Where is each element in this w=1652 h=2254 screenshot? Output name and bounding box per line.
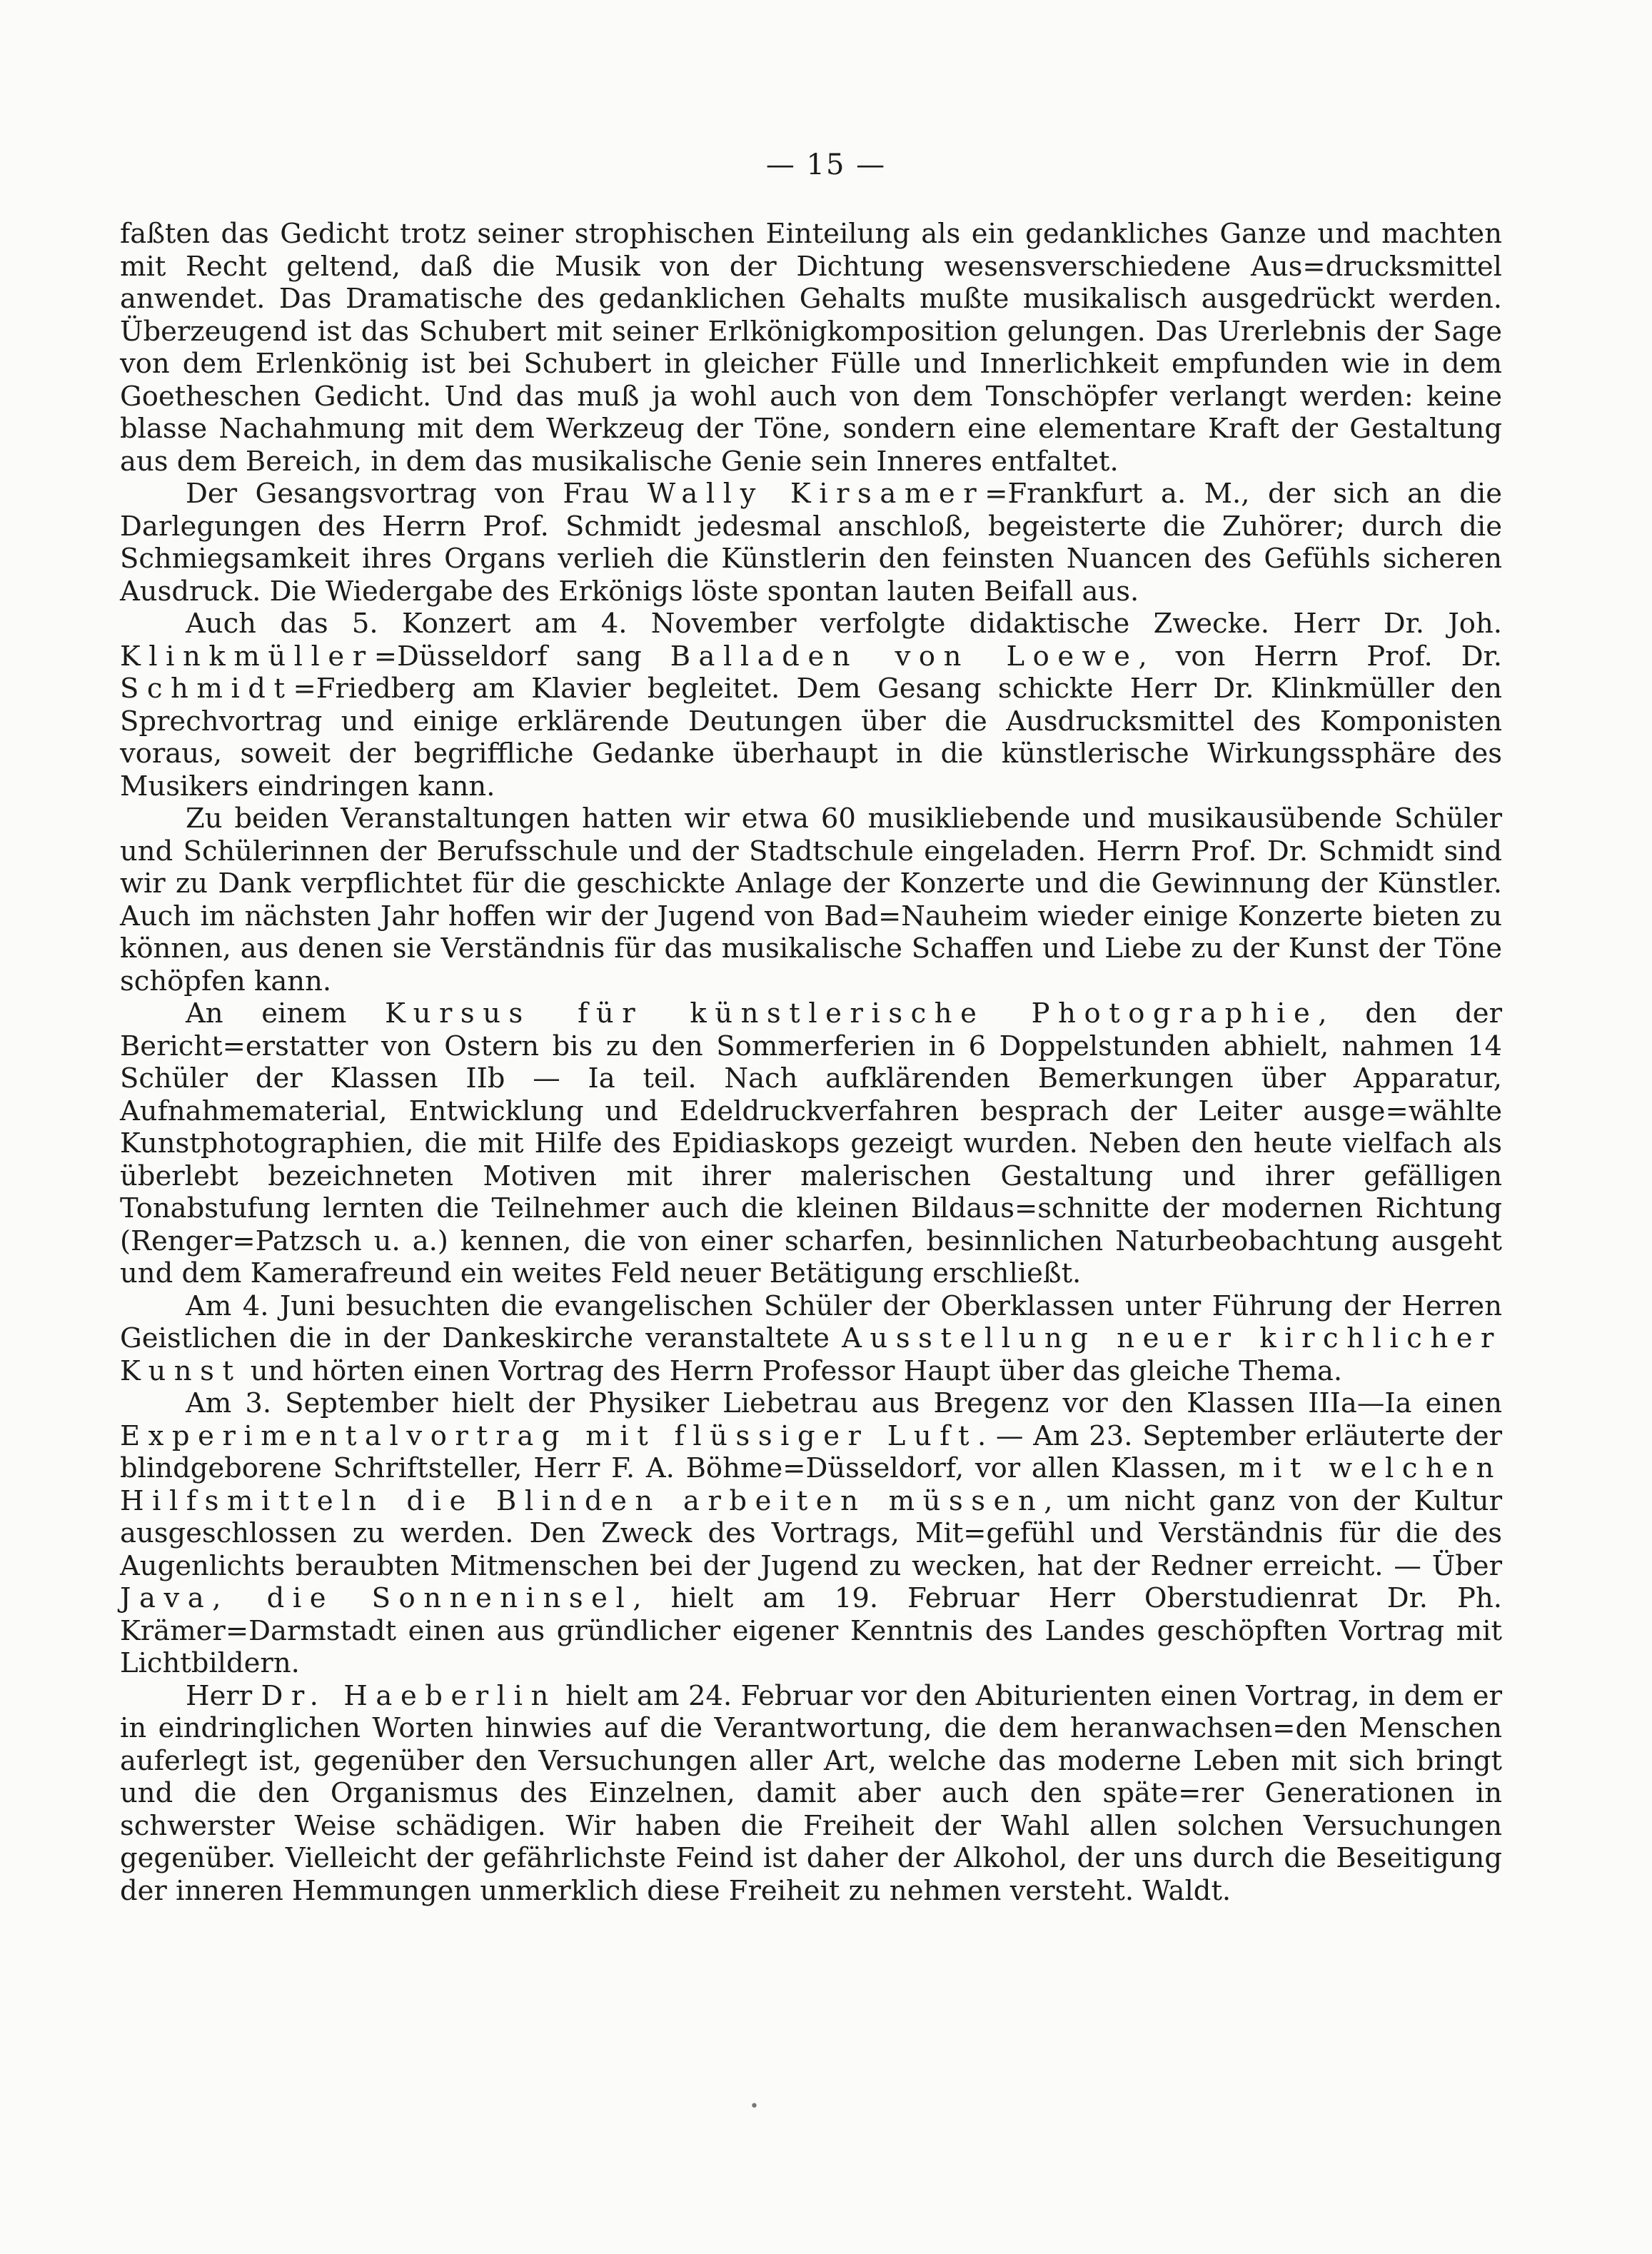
page-number: — 15 — [765,149,887,181]
spaced-emphasis: Wally Kirsamer [647,478,985,510]
spaced-emphasis: Kursus für künstlerische Photographie [385,997,1319,1030]
paragraph [120,997,1502,1290]
paragraph-text: , hielt am 19. Februar Herr Oberstudienrat Dr. Ph. Krämer=Darmstadt einen aus gründlicher eigener Kenntnis des Landes geschöpften Vortrag mit Lichtbildern. [120,1582,1502,1679]
paragraph [120,218,1502,478]
spaced-emphasis: Ausstellung neuer kirchlicher Kunst [120,1322,1502,1387]
paragraph-text: Der Gesangsvortrag von Frau [186,478,648,510]
spaced-emphasis: mit welchen Hilfsmitteln die Blinden arbeiten müssen [120,1452,1502,1517]
paragraph-text: , den der Bericht=erstatter von Ostern bis zu den Sommerferien in 6 Doppelstunden abhielt, nahmen 14 Schüler der Klassen IIb — Ia teil. Nach aufklärenden Bemerkungen über Apparatur, Aufnahmematerial, Entwicklung und Edeldruckverfahren besprach der Leiter ausge=wählte Kunstphotographien, die mit Hilfe des Epidiaskops gezeigt wurden. Neben den heute vielfach als überlebt bezeichneten Motiven mit ihrer malerischen Gestaltung und ihrer gefälligen Tonabstufung lernten die Teilnehmer auch die kleinen Bildaus=schnitte der modernen Richtung (Renger=Patzsch u. a.) kennen, die von einer scharfen, besinnlichen Naturbeobachtung ausgeht und dem Kamerafreund ein weites Feld neuer Betätigung erschließt. [120,997,1502,1289]
paragraph [120,478,1502,608]
spaced-emphasis: Experimentalvortrag mit flüssiger Luft [120,1419,978,1452]
paragraph-text: =Friedberg am Klavier begleitet. Dem Gesang schickte Herr Dr. Klinkmüller den Sprechvortrag und einige erklärende Deutungen über die Ausdrucksmittel des Komponisten voraus, soweit der begriffliche Gedanke überhaupt in die künstlerische Wirkungssphäre des Musikers eindringen kann. [120,673,1502,803]
paragraph-text: Zu beiden Veranstaltungen hatten wir etwa 60 musikliebende und musikausübende Schüler und Schülerinnen der Berufsschule und der Stadtschule eingeladen. Herrn Prof. Dr. Schmidt sind wir zu Dank verpflichtet für die geschickte Anlage der Konzerte und die Gewinnung der Künstler. Auch im nächsten Jahr hoffen wir der Jugend von Bad=Nauheim wieder einige Konzerte bieten zu können, aus denen sie Verständnis für das musikalische Schaffen und Liebe zu der Kunst der Töne schöpfen kann. [120,803,1502,997]
spaced-emphasis: Schmidt [120,673,293,705]
paragraph [120,1680,1502,1908]
spaced-emphasis: Klinkmüller [120,640,374,673]
spaced-emphasis: Dr. Haeberlin [261,1679,557,1712]
paragraph-text: An einem [186,997,386,1030]
paragraph-text: Auch das 5. Konzert am 4. November verfolgte didaktische Zwecke. Herr Dr. Joh. [186,608,1502,640]
paragraph-text: , um nicht ganz von der Kultur ausgeschlossen zu werden. Den Zweck des Vortrags, Mit=gefühl und Verständnis für die des Augenlichts beraubten Mitmenschen bei der Jugend zu wecken, hat der Redner erreicht. — Über [120,1484,1502,1582]
body-text [120,218,1502,1907]
paragraph-text: und hörten einen Vortrag des Herrn Professor Haupt über das gleiche Thema. [241,1354,1343,1387]
paragraph-text: Herr [186,1679,261,1712]
paragraph-text: , von Herrn Prof. Dr. [1138,640,1503,673]
paragraph-text: hielt am 24. Februar vor den Abiturienten einen Vortrag, in dem er in eindringlichen Worten hinwies auf die Verantwortung, die dem heranwachsen=den Menschen auferlegt ist, gegenüber den Versuchungen aller Art, welche das moderne Leben mit sich bringt und die den Organismus des Einzelnen, damit aber auch den späte=rer Generationen in schwerster Weise schädigen. Wir haben die Freiheit der Wahl allen solchen Versuchungen gegenüber. Vielleicht der gefährlichste Feind ist daher der Alkohol, der uns durch die Beseitigung der inneren Hemmungen unmerklich diese Freiheit zu nehmen versteht. Waldt. [120,1679,1502,1907]
paragraph-text: =Düsseldorf sang [373,640,670,673]
paragraph-text: . — Am 23. September erläuterte der blindgeborene Schriftsteller, Herr F. A. Böhme=Düsseldorf, vor allen Klassen, [120,1419,1503,1484]
spaced-emphasis: Java, die Sonneninsel [120,1582,633,1614]
paragraph [120,803,1502,997]
paragraph-text: Am 4. Juni besuchten die evangelischen Schüler der Oberklassen unter Führung der Herren Geistlichen die in der Dankeskirche veranstaltete [120,1289,1502,1354]
paragraph [120,608,1502,803]
print-mark: • [750,2098,759,2115]
paragraph-text: Am 3. September hielt der Physiker Liebetrau aus Bregenz vor den Klassen IIIa—Ia einen [186,1387,1502,1419]
paragraph [120,1290,1502,1388]
paragraph-text: =Frankfurt a. M., der sich an die Darlegungen des Herrn Prof. Schmidt jedesmal anschloß, begeisterte die Zuhörer; durch die Schmiegsamkeit ihres Organs verlieh die Künstlerin den feinsten Nuancen des Gefühls sicheren Ausdruck. Die Wiedergabe des Erkönigs löste spontan lauten Beifall aus. [120,478,1502,608]
spaced-emphasis: Balladen von Loewe [670,640,1139,673]
paragraph-text: faßten das Gedicht trotz seiner strophischen Einteilung als ein gedankliches Ganze und machten mit Recht geltend, daß die Musik von der Dichtung wesensverschiedene Aus=drucksmittel anwendet. Das Dramatische des gedanklichen Gehalts mußte musikalisch ausgedrückt werden. Überzeugend ist das Schubert mit seiner Erlkönigkomposition gelungen. Das Urerlebnis der Sage von dem Erlenkönig ist bei Schubert in gleicher Fülle und Innerlichkeit empfunden wie in dem Goetheschen Gedicht. Und das muß ja wohl auch von dem Tonschöpfer verlangt werden: keine blasse Nachahmung mit dem Werkzeug der Töne, sondern eine elementare Kraft der Gestaltung aus dem Bereich, in dem das musikalische Genie sein Inneres entfaltet. [120,218,1502,478]
paragraph [120,1387,1502,1680]
